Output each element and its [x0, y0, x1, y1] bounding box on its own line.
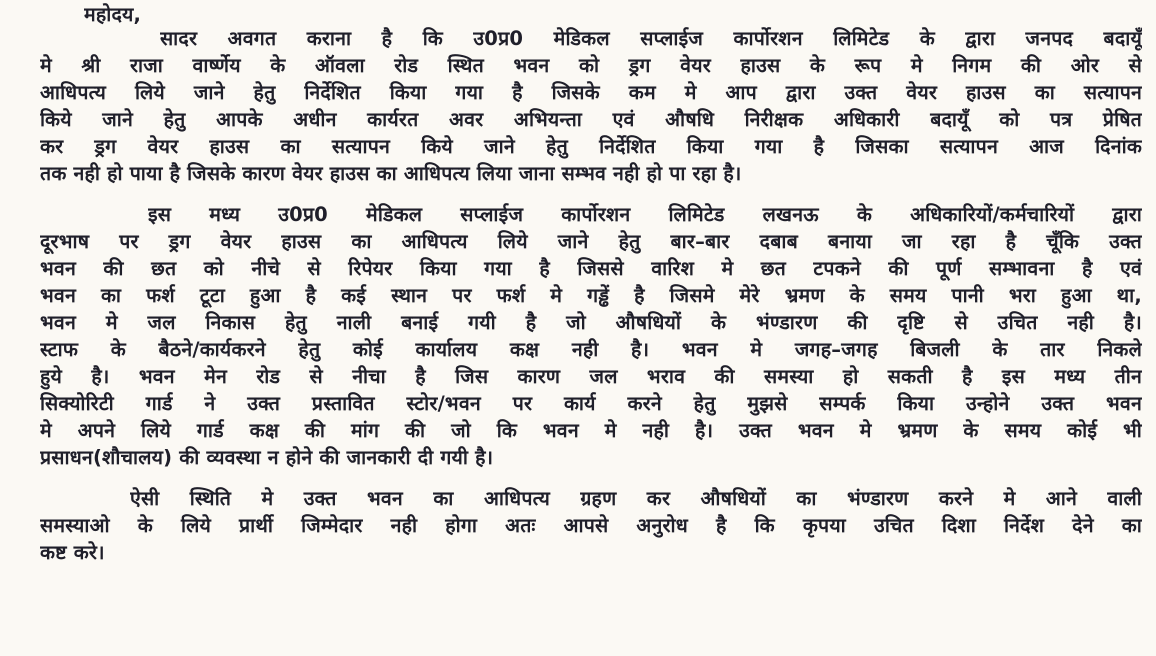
paragraph-2-line: इस मध्य उ0प्र0 मेडिकल सप्लाईज कार्पोरशन लिमिटेड लखनऊ के अधिकारियों/कर्मचारियों द्वारा — [148, 203, 1142, 226]
paragraph-1-line: कर ड्रग वेयर हाउस का सत्यापन किये जाने हेतु निर्देशित किया गया है जिसका सत्यापन आज दिनांक — [40, 135, 1142, 158]
paragraph-1-line: आधिपत्य लिये जाने हेतु निर्देशित किया गया है जिसके कम मे आप द्वारा उक्त वेयर हाउस का सत्यापन — [40, 81, 1142, 104]
paragraph-2-line: दूरभाष पर ड्रग वेयर हाउस का आधिपत्य लिये जाने हेतु बार–बार दबाब बनाया जा रहा है चूँकि उक्त — [40, 230, 1142, 253]
paragraph-2-line: भवन की छत को नीचे से रिपेयर किया गया है जिससे वारिश मे छत टपकने की पूर्ण सम्भावना है एवं — [40, 257, 1142, 280]
paragraph-1-line: तक नही हो पाया है जिसके कारण वेयर हाउस का आधिपत्य लिया जाना सम्भव नही हो पा रहा है। — [40, 162, 742, 185]
paragraph-2-line: स्टाफ के बैठने/कार्यकरने हेतु कोई कार्यालय कक्ष नही है। भवन मे जगह–जगह बिजली के तार निकले — [40, 338, 1142, 361]
paragraph-2-line: भवन का फर्श टूटा हुआ है कई स्थान पर फर्श मे गड्ढें है जिसमे मेरे भ्रमण के समय पानी भरा हुआ था, — [40, 284, 1142, 307]
paragraph-1-line: किये जाने हेतु आपके अधीन कार्यरत अवर अभियन्ता एवं औषधि निरीक्षक अधिकारी बदायूँ को पत्र प्रेषित — [40, 108, 1142, 131]
paragraph-2-line: सिक्योरिटी गार्ड ने उक्त प्रस्तावित स्टोर/भवन पर कार्य करने हेतु मुझसे सम्पर्क किया उन्होने उक्त भवन — [40, 392, 1142, 415]
paragraph-3-line: समस्याओ के लिये प्रार्थी जिम्मेदार नही होगा अतः आपसे अनुरोध है कि कृपया उचित दिशा निर्देश देने का — [40, 514, 1142, 537]
paragraph-2-line: प्रसाधन(शौचालय) की व्यवस्था न होने की जानकारी दी गयी है। — [40, 446, 494, 469]
paragraph-1-line: सादर अवगत कराना है कि उ0प्र0 मेडिकल सप्लाईज कार्पोरशन लिमिटेड के द्वारा जनपद बदायूँ — [160, 27, 1142, 50]
paragraph-1-line: मे श्री राजा वार्ष्णेय के ऑवला रोड स्थित भवन को ड्रग वेयर हाउस के रूप मे निगम की ओर से — [40, 54, 1142, 77]
paragraph-2-line: मे अपने लिये गार्ड कक्ष की मांग की जो कि भवन मे नही है। उक्त भवन मे भ्रमण के समय कोई भी — [40, 419, 1142, 442]
paragraph-3-line: कष्ट करे। — [40, 541, 105, 564]
paragraph-2-line: हुये है। भवन मेन रोड से नीचा है जिस कारण जल भराव की समस्या हो सकती है इस मध्य तीन — [40, 365, 1142, 388]
salutation: महोदय, — [84, 3, 142, 26]
paragraph-2-line: भवन मे जल निकास हेतु नाली बनाई गयी है जो औषधियों के भंण्डारण की दृष्टि से उचित नही है। — [40, 311, 1142, 334]
paragraph-3-line: ऐसी स्थिति मे उक्त भवन का आधिपत्य ग्रहण कर औषधियों का भंण्डारण करने मे आने वाली — [130, 487, 1142, 510]
